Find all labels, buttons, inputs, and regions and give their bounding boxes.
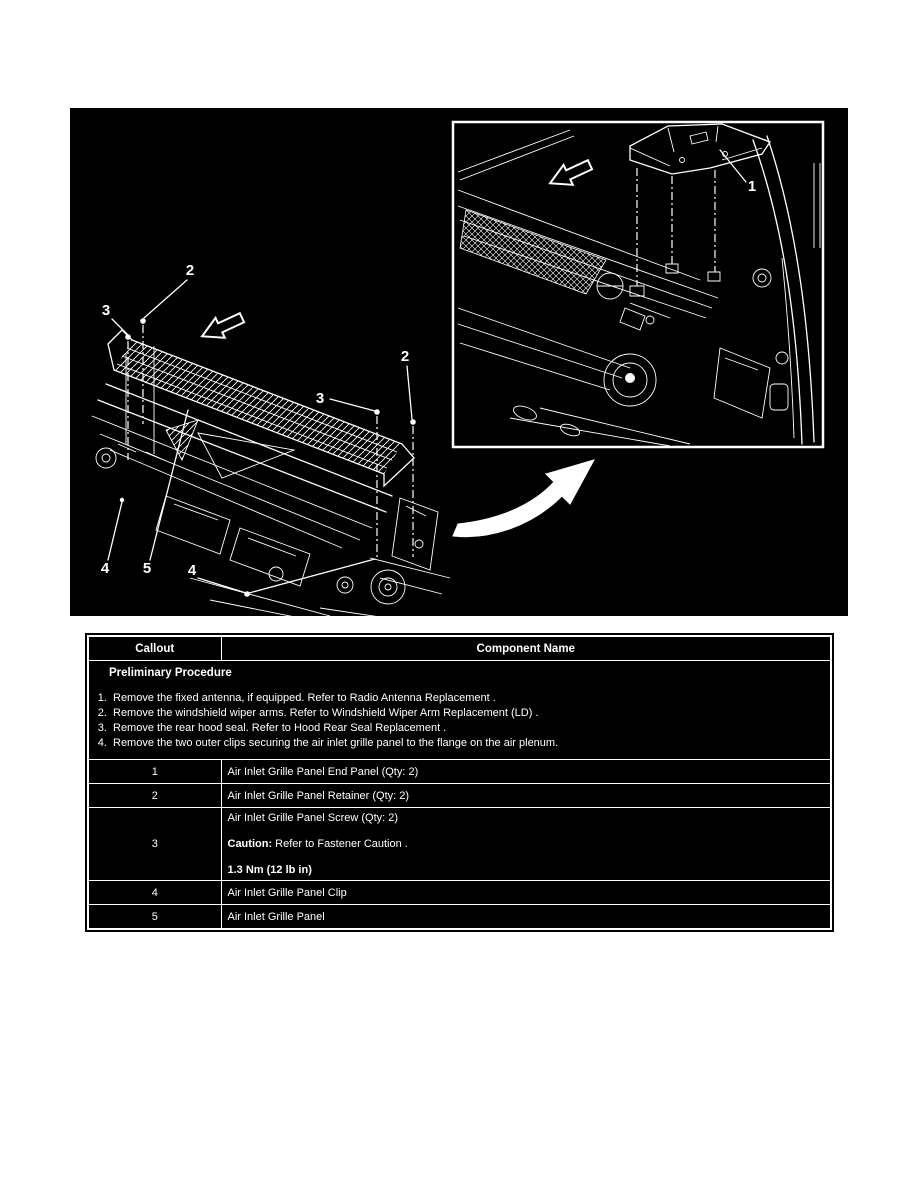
preliminary-step: 3. Remove the rear hood seal. Refer to Hood Rear Seal Replacement .: [110, 721, 822, 736]
component-table-wrapper: [85, 633, 834, 932]
callout-number-cell: 2: [88, 784, 221, 808]
callout-5: 5: [142, 560, 152, 577]
component-table: [87, 635, 832, 930]
inset-grille-mesh: [460, 210, 606, 294]
preliminary-procedure-row: [88, 661, 831, 760]
callout-4-right: 4: [187, 562, 197, 579]
table-header-row: [88, 636, 831, 661]
callout-1: 1: [747, 178, 757, 195]
callout-2-right: 2: [400, 348, 410, 365]
header-component-name: Component Name: [221, 636, 831, 661]
caution-line: [228, 838, 825, 850]
component-name-cell: Air Inlet Grille Panel Clip: [221, 881, 831, 905]
torque-spec: 1.3 Nm (12 lb in): [227, 864, 312, 876]
callout-3-right: 3: [315, 390, 325, 407]
table-row: [88, 784, 831, 808]
main-view-callouts: [101, 262, 416, 597]
table-row: [88, 905, 831, 930]
preliminary-procedure-title: Preliminary Procedure: [109, 667, 232, 679]
inset-drawing: [458, 124, 820, 446]
header-callout: Callout: [88, 636, 221, 661]
curved-zoom-arrow: [453, 460, 594, 537]
caution-label: Caution:: [227, 838, 273, 850]
callout-number-cell: 4: [88, 881, 221, 905]
callout-number-cell: 1: [88, 760, 221, 784]
table-row: [88, 760, 831, 784]
preliminary-steps-list: [93, 691, 822, 751]
callout-2-left: 2: [185, 262, 195, 279]
inset-border: [453, 122, 823, 447]
caution-text: Refer to Fastener Caution .: [272, 838, 408, 850]
direction-arrow-main: [197, 308, 246, 347]
air-inlet-grille-diagram: [70, 108, 848, 616]
callout-3-left: 3: [101, 302, 111, 319]
preliminary-step: 2. Remove the windshield wiper arms. Refer to Windshield Wiper Arm Replacement (LD) .: [110, 706, 822, 721]
end-panel-part: [630, 124, 770, 174]
component-name-cell: Air Inlet Grille Panel: [221, 905, 831, 930]
preliminary-step: 1. Remove the fixed antenna, if equipped. Refer to Radio Antenna Replacement .: [110, 691, 822, 706]
component-name-cell: Air Inlet Grille Panel End Panel (Qty: 2): [221, 760, 831, 784]
illustration-panel: [70, 108, 848, 616]
table-row: [88, 881, 831, 905]
callout-number-cell: 5: [88, 905, 221, 930]
component-name-line: Air Inlet Grille Panel Screw (Qty: 2): [227, 812, 399, 824]
callout-4-left: 4: [100, 560, 110, 577]
direction-arrow-inset: [545, 155, 594, 194]
callout-number-cell: 3: [88, 808, 221, 881]
preliminary-step: 4. Remove the two outer clips securing the air inlet grille panel to the flange on the air plenum.: [110, 736, 822, 751]
component-name-cell: [221, 808, 831, 881]
component-name-cell: Air Inlet Grille Panel Retainer (Qty: 2): [221, 784, 831, 808]
table-row: [88, 808, 831, 881]
